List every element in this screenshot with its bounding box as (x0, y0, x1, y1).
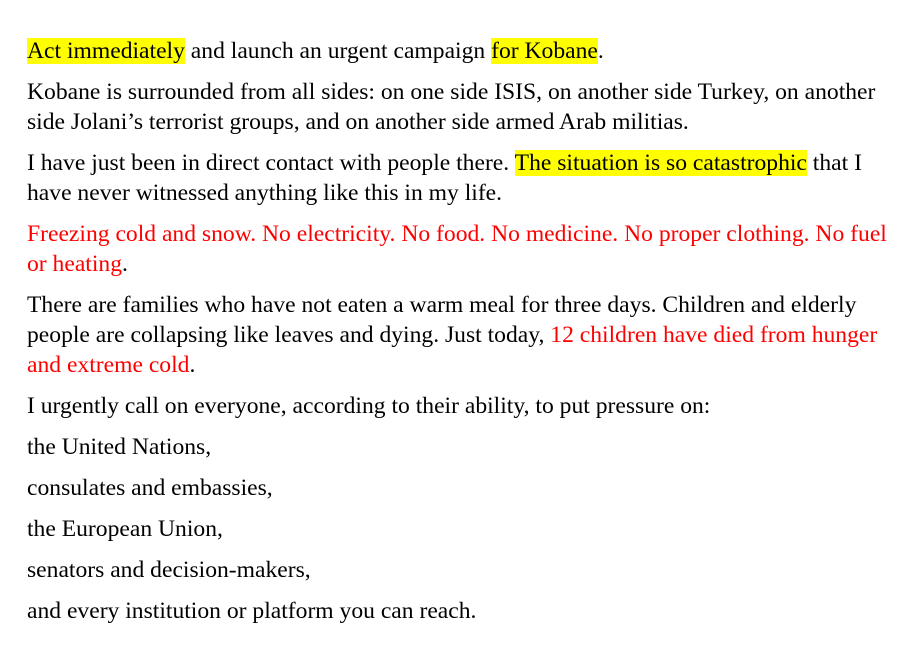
plain-text: There are families who have not eaten a warm meal for three days. Children and elderly people are collapsing like leaves and dying. Just today, (27, 292, 857, 348)
plain-text: senators and decision-makers, (27, 557, 311, 583)
plain-text: . (189, 352, 196, 378)
paragraph-call-to-action (27, 391, 907, 421)
plain-text: that I have never witnessed anything like this in my life. (27, 150, 862, 206)
highlighted-text: Act immediately (27, 38, 185, 64)
paragraph-direct-contact (27, 148, 907, 208)
plain-text: the European Union, (27, 516, 223, 542)
highlighted-text: for Kobane (491, 38, 598, 64)
paragraph-surrounded (27, 77, 907, 137)
paragraph-urgent-call (27, 36, 907, 66)
plain-text: and every institution or platform you can reach. (27, 598, 477, 624)
plain-text: Kobane is surrounded from all sides: on one side ISIS, on another side Turkey, on another side Jolani’s terrorist groups, and on another side armed Arab militias. (27, 79, 876, 135)
plain-text: the United Nations, (27, 434, 212, 460)
list-item-every-institution (27, 596, 907, 626)
plain-text: consulates and embassies, (27, 475, 273, 501)
highlighted-text: The situation is so catastrophic (514, 150, 807, 176)
plain-text: . (122, 251, 128, 277)
paragraph-families (27, 290, 907, 380)
document-body (27, 36, 907, 637)
list-item-senators (27, 555, 907, 585)
plain-text: . (597, 38, 604, 64)
plain-text: I have just been in direct contact with people there. (27, 150, 515, 176)
list-item-united-nations (27, 432, 907, 462)
paragraph-conditions (27, 219, 907, 279)
red-text: 12 children have died from hunger and extreme cold (27, 322, 878, 378)
plain-text: and launch an urgent campaign (184, 38, 492, 64)
plain-text: I urgently call on everyone, according to their ability, to put pressure on: (27, 393, 711, 419)
red-text: Freezing cold and snow. No electricity. No food. No medicine. No proper clothing. No fuel or heating (27, 221, 887, 277)
list-item-european-union (27, 514, 907, 544)
list-item-consulates (27, 473, 907, 503)
